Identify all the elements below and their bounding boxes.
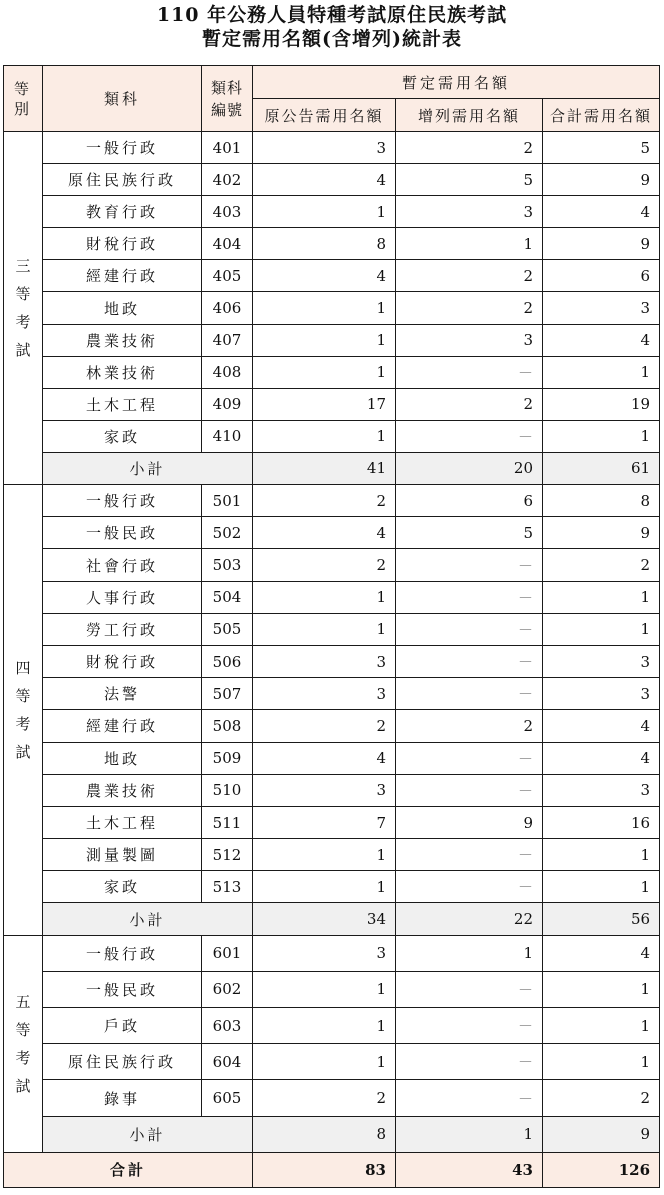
code-cell: 511 [202,806,253,838]
total-cell: 3 [543,678,660,710]
category-cell: 原住民族行政 [43,164,202,196]
category-cell: 勞工行政 [43,613,202,645]
total-cell: 1 [543,613,660,645]
total-cell: 9 [543,228,660,260]
table-row [4,132,660,164]
added-cell: － [396,1044,543,1080]
category-cell: 戶政 [43,1008,202,1044]
original-cell: 1 [253,839,396,871]
original-cell: 8 [253,228,396,260]
subtotal-label: 小計 [43,903,253,935]
code-cell: 501 [202,485,253,517]
header-group: 暫定需用名額 [253,66,660,99]
category-cell: 家政 [43,420,202,452]
subtotal-total: 56 [543,903,660,935]
original-cell: 4 [253,164,396,196]
original-cell: 2 [253,549,396,581]
table-row [4,871,660,903]
total-cell: 2 [543,549,660,581]
code-cell: 409 [202,388,253,420]
original-cell: 3 [253,678,396,710]
subtotal-original: 41 [253,452,396,484]
code-cell: 509 [202,742,253,774]
original-cell: 1 [253,1008,396,1044]
total-cell: 4 [543,935,660,971]
grand-total-added: 43 [396,1152,543,1187]
total-cell: 9 [543,164,660,196]
added-cell: － [396,678,543,710]
added-cell: 3 [396,324,543,356]
original-cell: 1 [253,613,396,645]
category-cell: 農業技術 [43,324,202,356]
table-row [4,196,660,228]
subtotal-original: 34 [253,903,396,935]
added-cell: 2 [396,132,543,164]
table-row [4,356,660,388]
category-cell: 一般行政 [43,132,202,164]
table-row [4,678,660,710]
original-cell: 3 [253,645,396,677]
header-category: 類科 [43,66,202,132]
original-cell: 17 [253,388,396,420]
added-cell: － [396,1080,543,1116]
category-cell: 人事行政 [43,581,202,613]
code-cell: 506 [202,645,253,677]
subtotal-added: 20 [396,452,543,484]
original-cell: 2 [253,1080,396,1116]
category-cell: 一般行政 [43,935,202,971]
table-row [4,935,660,971]
total-cell: 1 [543,971,660,1007]
added-cell: － [396,549,543,581]
category-cell: 法警 [43,678,202,710]
total-cell: 1 [543,356,660,388]
grade-label: 四 等 考 試 [4,485,43,936]
header-code-text: 類科 編號 [210,78,243,119]
total-cell: 1 [543,1008,660,1044]
original-cell: 1 [253,324,396,356]
category-cell: 土木工程 [43,388,202,420]
code-cell: 603 [202,1008,253,1044]
original-cell: 7 [253,806,396,838]
subtotal-label: 小計 [43,1116,253,1152]
total-cell: 1 [543,839,660,871]
added-cell: － [396,742,543,774]
table-row [4,388,660,420]
table-body [4,132,660,1153]
added-cell: 2 [396,260,543,292]
header-grade [4,66,43,132]
category-cell: 經建行政 [43,260,202,292]
added-cell: 2 [396,710,543,742]
category-cell: 地政 [43,292,202,324]
category-cell: 農業技術 [43,774,202,806]
category-cell: 財稅行政 [43,645,202,677]
added-cell: － [396,645,543,677]
grade-label: 五 等 考 試 [4,935,43,1152]
code-cell: 410 [202,420,253,452]
code-cell: 602 [202,971,253,1007]
total-cell: 3 [543,645,660,677]
added-cell: 2 [396,388,543,420]
table-row [4,517,660,549]
original-cell: 1 [253,420,396,452]
original-cell: 3 [253,132,396,164]
category-cell: 一般民政 [43,517,202,549]
subtotal-row [4,903,660,935]
original-cell: 1 [253,196,396,228]
category-cell: 家政 [43,871,202,903]
subtotal-total: 61 [543,452,660,484]
table-row [4,581,660,613]
total-cell: 3 [543,774,660,806]
total-cell: 16 [543,806,660,838]
subtotal-row [4,1116,660,1152]
code-cell: 404 [202,228,253,260]
category-cell: 社會行政 [43,549,202,581]
code-cell: 406 [202,292,253,324]
table-row [4,710,660,742]
table-row [4,260,660,292]
code-cell: 405 [202,260,253,292]
table-row [4,164,660,196]
added-cell: 1 [396,228,543,260]
document-title-line2: 暫定需用名額(含增列)統計表 [202,28,462,50]
original-cell: 4 [253,517,396,549]
table-row [4,485,660,517]
code-cell: 504 [202,581,253,613]
table-row [4,742,660,774]
added-cell: － [396,839,543,871]
original-cell: 1 [253,871,396,903]
added-cell: － [396,1008,543,1044]
code-cell: 408 [202,356,253,388]
code-cell: 507 [202,678,253,710]
added-cell: 3 [396,196,543,228]
code-cell: 407 [202,324,253,356]
added-cell: － [396,581,543,613]
total-cell: 4 [543,742,660,774]
original-cell: 3 [253,935,396,971]
added-cell: 2 [396,292,543,324]
subtotal-added: 1 [396,1116,543,1152]
category-cell: 土木工程 [43,806,202,838]
category-cell: 一般行政 [43,485,202,517]
category-cell: 測量製圖 [43,839,202,871]
added-cell: 6 [396,485,543,517]
code-cell: 502 [202,517,253,549]
total-cell: 9 [543,517,660,549]
total-cell: 1 [543,581,660,613]
original-cell: 4 [253,260,396,292]
total-cell: 3 [543,292,660,324]
table-row [4,324,660,356]
category-cell: 錄事 [43,1080,202,1116]
document-title-line1: 110 年公務人員特種考試原住民族考試 [156,4,508,26]
original-cell: 1 [253,971,396,1007]
total-cell: 5 [543,132,660,164]
added-cell: 5 [396,517,543,549]
table-row [4,420,660,452]
original-cell: 3 [253,774,396,806]
code-cell: 601 [202,935,253,971]
code-cell: 403 [202,196,253,228]
added-cell: － [396,774,543,806]
subtotal-row [4,452,660,484]
code-cell: 401 [202,132,253,164]
grade-label: 三 等 考 試 [4,132,43,485]
header-grade-text: 等 別 [13,79,32,118]
table-row [4,774,660,806]
code-cell: 512 [202,839,253,871]
code-cell: 604 [202,1044,253,1080]
code-cell: 513 [202,871,253,903]
table-row [4,613,660,645]
original-cell: 1 [253,581,396,613]
category-cell: 教育行政 [43,196,202,228]
original-cell: 2 [253,485,396,517]
total-cell: 1 [543,1044,660,1080]
subtotal-label: 小計 [43,452,253,484]
header-added: 增列需用名額 [396,99,543,132]
grand-total-row [4,1152,660,1187]
category-cell: 經建行政 [43,710,202,742]
header-code [202,66,253,132]
category-cell: 林業技術 [43,356,202,388]
code-cell: 508 [202,710,253,742]
total-cell: 4 [543,196,660,228]
table-row [4,839,660,871]
subtotal-original: 8 [253,1116,396,1152]
category-cell: 原住民族行政 [43,1044,202,1080]
code-cell: 503 [202,549,253,581]
table-row [4,806,660,838]
original-cell: 1 [253,1044,396,1080]
category-cell: 地政 [43,742,202,774]
grand-total-original: 83 [253,1152,396,1187]
total-cell: 8 [543,485,660,517]
added-cell: 9 [396,806,543,838]
added-cell: － [396,971,543,1007]
added-cell: 5 [396,164,543,196]
category-cell: 財稅行政 [43,228,202,260]
table-row [4,1008,660,1044]
table-row [4,292,660,324]
subtotal-added: 22 [396,903,543,935]
total-cell: 2 [543,1080,660,1116]
table-row [4,549,660,581]
grand-total-label: 合計 [4,1152,253,1187]
table-row [4,1044,660,1080]
code-cell: 510 [202,774,253,806]
category-cell: 一般民政 [43,971,202,1007]
header-total: 合計需用名額 [543,99,660,132]
original-cell: 1 [253,356,396,388]
total-cell: 4 [543,324,660,356]
added-cell: － [396,871,543,903]
grand-total-total: 126 [543,1152,660,1187]
original-cell: 1 [253,292,396,324]
code-cell: 402 [202,164,253,196]
code-cell: 605 [202,1080,253,1116]
total-cell: 6 [543,260,660,292]
original-cell: 2 [253,710,396,742]
statistics-table [3,65,660,1188]
original-cell: 4 [253,742,396,774]
code-cell: 505 [202,613,253,645]
total-cell: 1 [543,871,660,903]
added-cell: － [396,356,543,388]
header-original: 原公告需用名額 [253,99,396,132]
total-cell: 19 [543,388,660,420]
table-row [4,971,660,1007]
added-cell: － [396,420,543,452]
table-row [4,228,660,260]
table-row [4,645,660,677]
added-cell: 1 [396,935,543,971]
total-cell: 1 [543,420,660,452]
subtotal-total: 9 [543,1116,660,1152]
added-cell: － [396,613,543,645]
total-cell: 4 [543,710,660,742]
table-row [4,1080,660,1116]
